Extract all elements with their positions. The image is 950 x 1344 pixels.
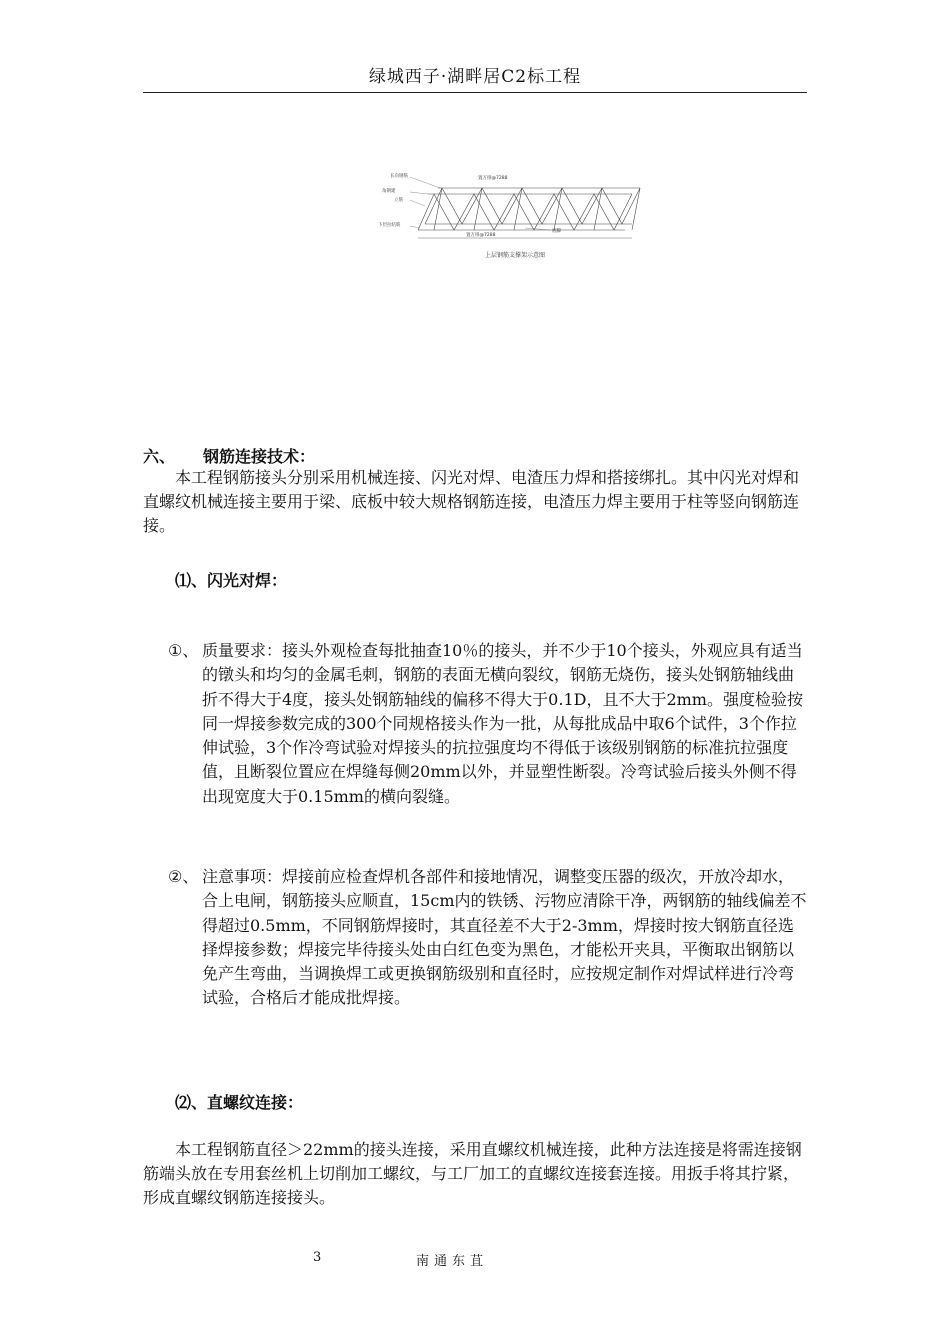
item-text: 注意事项：焊接前应检查焊机各部件和接地情况，调整变压器的级次，开放冷却水，合上电闸，钢筋接头应顺直，15cm内的铁锈、污物应清除干净，两钢筋的轴线偏差不得超过0.5mm，不同钢筋焊接时，其直径差不大于2-3mm，焊接时按大钢筋直径选择焊接参数；焊接完毕待接头处由白红色变为黑色，才能松开夹具，平衡取出钢筋以免产生弯曲，当调换焊工或更换钢筋级别和直径时，应按规定制作对焊试样进行冷弯试验，合格后才能成批焊接。 [202, 867, 807, 1008]
subheading-straight-thread: ⑵、直螺纹连接： [175, 1093, 304, 1112]
label-bottom-tie: 下层拉结筋 [378, 223, 401, 228]
section-number: 六、 [143, 447, 176, 466]
page-number: 3 [313, 1250, 322, 1265]
page-header [143, 62, 807, 93]
item-marker: ②、 [168, 867, 199, 886]
item-marker: ①、 [168, 641, 199, 660]
label-col: 立筋 [394, 198, 403, 203]
section-title: 钢筋连接技术： [203, 447, 316, 466]
label-bottom-bar: 置万排@7288 [466, 233, 496, 238]
label-corner: 角钢建 [382, 189, 396, 194]
section-heading [143, 444, 315, 467]
label-base: 底脚 [552, 229, 561, 234]
intro-paragraph: 本工程钢筋接头分别采用机械连接、闪光对焊、电渣压力焊和搭接绑扎。其中闪光对焊和直螺纹机械连接主要用于梁、底板中较大规格钢筋连接，电渣压力焊主要用于柱等竖向钢筋连接。 [143, 468, 800, 535]
outro-paragraph: 本工程钢筋直径＞22mm的接头连接，采用直螺纹机械连接，此种方法连接是将需连接钢筋端头放在专用套丝机上切削加工螺纹，与工厂加工的直螺纹连接套连接。用扳手将其拧紧，形成直螺纹钢筋连接接头。 [143, 1140, 802, 1207]
subheading-flash-butt-welding: ⑴、闪光对焊： [175, 571, 288, 590]
footer-place: 南通东苴 [416, 1254, 489, 1269]
list-item-notes [168, 865, 808, 1011]
figure-caption: 上层钢筋支撑架示意图 [484, 252, 545, 259]
list-item-quality [168, 639, 808, 809]
label-top-long: 长向钢筋 [390, 174, 408, 179]
label-top-bar: 置万排@7288 [478, 176, 508, 181]
item-text: 质量要求：接头外观检查每批抽查10％的接头，并不少于10个接头，外观应具有适当的镦头和均匀的金属毛刺，钢筋的表面无横向裂纹，钢筋无烧伤，接头处钢筋轴线曲折不得大于4度，接头处钢筋轴线的偏移不得大于0.1D，且不大于2mm。强度检验按同一焊接参数完成的300个同规格接头作为一批，从每批成品中取6个试件，3个作拉伸试验，3个作冷弯试验对焊接头的抗拉强度均不得低于该级别钢筋的标准抗拉强度值，且断裂位置应在焊缝每侧20mm以外，并显塑性断裂。冷弯试验后接头外侧不得出现宽度大于0.15mm的横向裂缝。 [202, 641, 803, 806]
header-title: 绿城西子·湖畔居C2标工程 [368, 67, 582, 87]
